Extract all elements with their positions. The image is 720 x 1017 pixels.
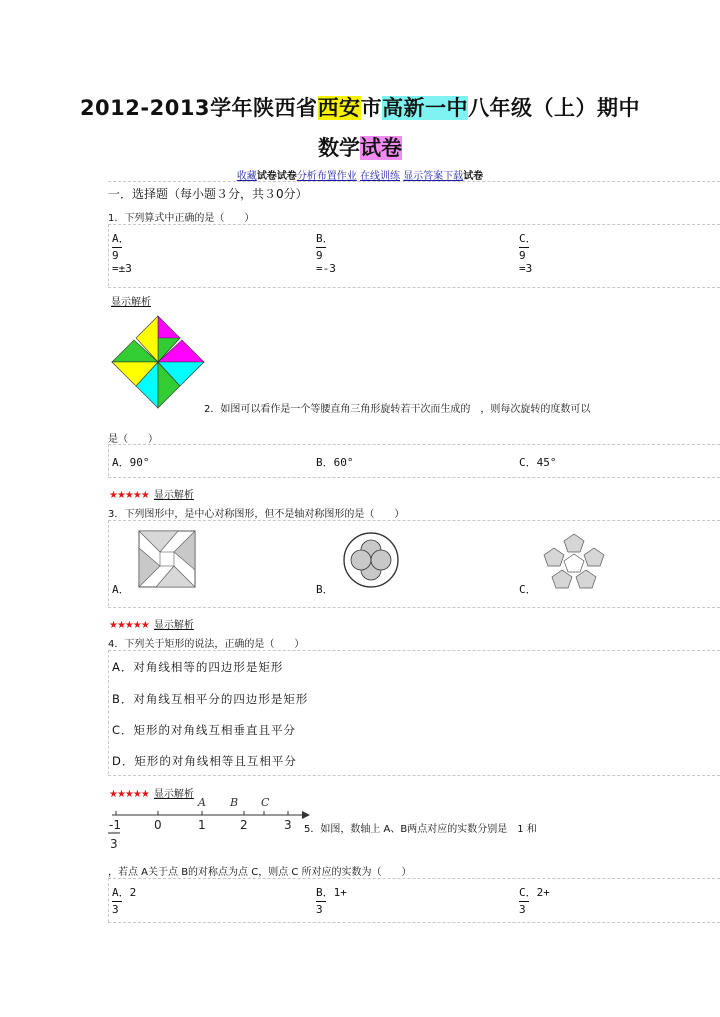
divider [108,878,720,879]
online-training-link[interactable]: 在线训练 [360,171,400,182]
option-value: =3 [519,262,533,275]
assign-homework-link[interactable]: 布置作业 [316,171,357,182]
title-part: 八年级（上）期中 [468,96,641,120]
divider [108,650,720,651]
fraction-bar [316,247,326,248]
q1-option-c[interactable] [519,230,537,275]
title-year: 2012-2013 [79,96,211,120]
q4-option-b[interactable]: B．对角线互相平分的四边形是矩形 [112,692,309,706]
q5-option-a[interactable] [112,884,136,916]
q3-figure-b [342,531,400,589]
option-radicand: 9 [316,249,323,262]
divider [108,775,720,776]
toolbar-text: 试卷 [256,171,277,182]
q4-option-c[interactable]: C．矩形的对角线互相垂直且平分 [112,723,297,737]
point-c-label: C [261,796,270,809]
q4-option-a[interactable]: A．对角线相等的四边形是矩形 [112,660,284,674]
q1-option-b[interactable] [316,230,336,275]
toolbar-text: 试卷 [463,171,484,182]
title-part: 市 [360,96,383,120]
tick-label: -1 [109,818,121,832]
star-rating-icon: ★★★★★ [109,490,149,501]
tick-label: 0 [154,818,162,832]
option-label: A．2 [112,886,137,899]
page-subtitle [0,132,720,162]
question-4-stem: 4．下列关于矩形的说法，正确的是（ ） [108,639,305,650]
toolbar [0,167,720,182]
q2-option-c[interactable]: C．45° [519,456,557,469]
tick-label: 2 [240,818,248,832]
option-radicand: 9 [112,249,119,262]
q2-option-a[interactable]: A．90° [112,456,150,469]
question-5-stem-cont: ，若点 A关于点 B的对称点为点 C，则点 C 所对应的实数为（ ） [108,867,412,878]
question-2-stem: 2．如图可以看作是一个等腰直角三角形旋转若干次而生成的 ，则每次旋转的度数可以 [204,404,591,415]
rating [109,483,194,502]
q5-option-c[interactable] [519,884,550,916]
option-label: B．1+ [316,886,347,899]
question-3-stem: 3．下列图形中，是中心对称图形，但不是轴对称图形的是（ ） [108,509,405,520]
page-title [0,92,720,122]
download-link[interactable]: 下载 [443,171,464,182]
q2-option-b[interactable]: B．60° [316,456,354,469]
divider [108,287,720,288]
divider [108,477,720,478]
collect-link[interactable]: 收藏 [236,171,257,182]
option-radicand: 9 [519,249,526,262]
divider [108,224,720,225]
divider [108,444,720,445]
star-rating-icon: ★★★★★ [109,789,149,800]
divider [108,650,109,774]
tick-label: 3 [284,818,292,832]
fraction-bar [519,901,529,902]
fraction-bar [519,247,529,248]
show-analysis-link[interactable]: 显示解析 [153,490,194,501]
option-value: =±3 [112,262,132,275]
show-answer-link[interactable]: 显示答案 [403,171,444,182]
number-line-figure [106,792,310,854]
q3-figure-c [542,532,606,592]
pinwheel-figure [110,314,206,410]
subtitle-part: 数学 [318,136,360,160]
divider [108,520,109,606]
fraction-bar [112,901,122,902]
divider [108,520,720,521]
fraction-bar [112,247,122,248]
q1-option-a[interactable] [112,230,132,275]
option-den: 3 [316,903,323,916]
subtitle-highlight: 试卷 [360,136,402,160]
divider [108,181,720,182]
fraction-bar [316,901,326,902]
title-highlight-school: 高新一中 [382,96,469,120]
star-rating-icon: ★★★★★ [109,620,149,631]
q3-option-a[interactable]: A． [112,583,130,596]
q3-option-b[interactable]: B． [316,583,334,596]
option-label: C． [519,232,537,245]
question-5-stem: 5．如图，数轴上 A、B两点对应的实数分别是 1 和 [304,824,537,835]
q3-figure-a [138,530,196,588]
option-den: 3 [112,903,119,916]
show-analysis-link[interactable]: 显示解析 [153,789,194,800]
rating [109,613,194,632]
point-b-label: B [230,796,239,809]
divider [108,444,109,476]
title-part: 学年陕西省 [210,96,318,120]
option-label: A． [112,232,130,245]
option-label: C．2+ [519,886,550,899]
point-a-label: A [198,796,206,809]
q5-option-b[interactable] [316,884,347,916]
divider [108,878,109,922]
analyze-link[interactable]: 分析 [296,171,317,182]
question-1-stem: 1．下列算式中正确的是（ ） [108,213,255,224]
divider [108,224,109,286]
divider [108,607,720,608]
option-value: =-3 [316,262,336,275]
toolbar-text: 试卷 [276,171,297,182]
tick-label: 1 [198,818,206,832]
show-analysis-link[interactable]: 显示解析 [153,620,194,631]
option-label: B． [316,232,334,245]
q4-option-d[interactable]: D．矩形的对角线相等且互相平分 [112,754,297,768]
tick-frac-den: 3 [110,837,118,851]
option-den: 3 [519,903,526,916]
section-heading: 一．选择题（每小题３分，共３0分） [108,187,308,201]
show-analysis-link[interactable]: 显示解析 [111,297,151,308]
question-2-stem-cont: 是（ ） [108,434,158,445]
title-highlight-xian: 西安 [317,96,361,120]
divider [108,922,720,923]
q3-option-c[interactable]: C． [519,583,537,596]
